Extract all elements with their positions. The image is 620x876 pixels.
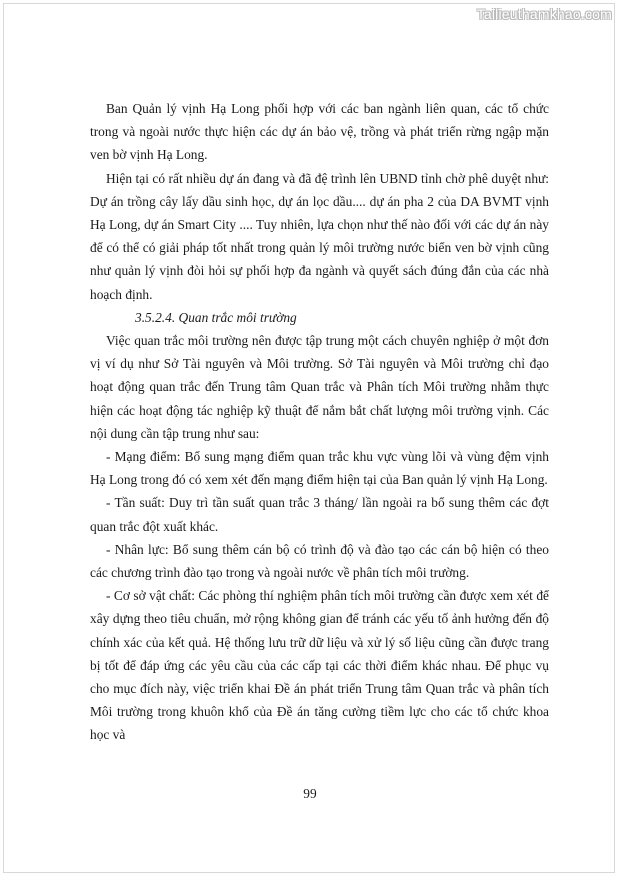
section-heading: 3.5.2.4. Quan trắc môi trường (135, 309, 297, 325)
bullet-item: - Nhân lực: Bổ sung thêm cán bộ có trình độ và đào tạo các cán bộ hiện có theo các chương trình đào tạo trong và ngoài nước về phân tích môi trường. (90, 541, 549, 581)
bullet-item: - Mạng điểm: Bổ sung mạng điểm quan trắc khu vực vùng lõi và vùng đệm vịnh Hạ Long trong đó có xem xét đến mạng điểm hiện tại của Ban quản lý vịnh Hạ Long. (90, 449, 549, 488)
bullet-item: - Cơ sở vật chất: Các phòng thí nghiệm phân tích môi trường cần được xem xét để xây dựng theo tiêu chuẩn, mở rộng không gian để tránh các yếu tố ảnh hưởng đến độ chính xác của kết quả. Hệ thống lưu trữ dữ liệu và xử lý số liệu cũng cần được trang bị tốt để đáp ứng các yêu cầu của các cấp tại các thời điểm khác nhau. Để phục vụ cho mục đích này, việc triển khai Đề án phát triển Trung tâm Quan trắc và phân tích Môi trường trong khuôn khổ của Đề án tăng cường tiềm lực cho các tổ chức khoa học và (90, 588, 549, 743)
section-intro: Việc quan trắc môi trường nên được tập trung một cách chuyên nghiệp ở một đơn vị ví dụ như Sở Tài nguyên và Môi trường. Sở Tài nguyên và Môi trường chỉ đạo hoạt động quan trắc đến Trung tâm Quan trắc và Phân tích Môi trường nhằm thực hiện các hoạt động tác nghiệp kỹ thuật để nắm bắt chất lượng môi trường vịnh. Các nội dung cần tập trung như sau: (90, 333, 549, 441)
watermark: Tailieuthamkhao.com (476, 6, 612, 22)
document-body (90, 97, 549, 747)
page-number: 99 (303, 786, 317, 801)
paragraph: Hiện tại có rất nhiều dự án đang và đã đệ trình lên UBND tỉnh chờ phê duyệt như: Dự án trồng cây lấy dầu sinh học, dự án lọc dầu.... dự án pha 2 của DA BVMT vịnh Hạ Long, dự án Smart City .... Tuy nhiên, lựa chọn như thế nào đối với các dự án này để có thể có giải pháp tốt nhất trong quản lý môi trường nước biển ven bờ vịnh cũng như quản lý vịnh đòi hỏi sự phối hợp đa ngành và quyết sách đúng đắn của các nhà hoạch định. (90, 170, 549, 302)
bullet-item: - Tần suất: Duy trì tần suất quan trắc 3 tháng/ lần ngoài ra bổ sung thêm các đợt quan trắc đột xuất khác. (90, 495, 549, 534)
paragraph: Ban Quản lý vịnh Hạ Long phối hợp với các ban ngành liên quan, các tổ chức trong và ngoài nước thực hiện các dự án bảo vệ, trồng và phát triển rừng ngập mặn ven bờ vịnh Hạ Long. (90, 101, 549, 163)
